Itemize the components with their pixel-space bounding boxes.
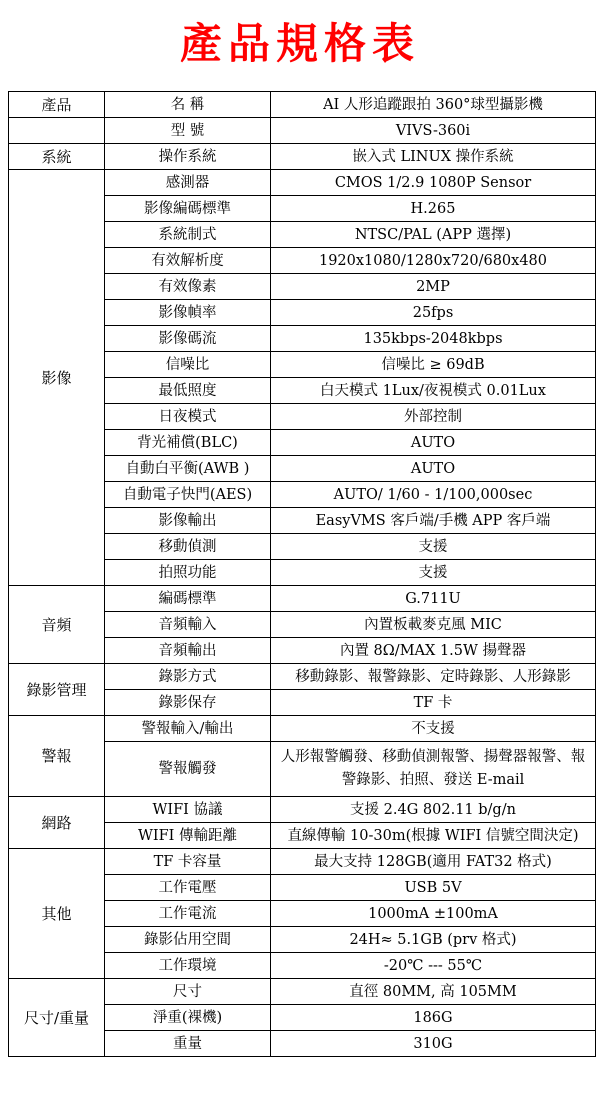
table-row bbox=[9, 716, 596, 742]
spec-label: 影像幀率 bbox=[105, 300, 271, 326]
table-row bbox=[9, 586, 596, 612]
spec-label: 自動白平衡(AWB ) bbox=[105, 456, 271, 482]
table-row bbox=[9, 979, 596, 1005]
spec-label: 工作電流 bbox=[105, 901, 271, 927]
spec-value: -20℃ --- 55℃ bbox=[271, 953, 596, 979]
category-cell: 錄影管理 bbox=[9, 664, 105, 716]
spec-label: 影像編碼標準 bbox=[105, 196, 271, 222]
spec-value: 24H≈ 5.1GB (prv 格式) bbox=[271, 927, 596, 953]
spec-value: AUTO bbox=[271, 456, 596, 482]
spec-value: 135kbps-2048kbps bbox=[271, 326, 596, 352]
spec-table bbox=[8, 91, 596, 1057]
table-row bbox=[9, 797, 596, 823]
spec-value: 支援 2.4G 802.11 b/g/n bbox=[271, 797, 596, 823]
spec-label: 自動電子快門(AES) bbox=[105, 482, 271, 508]
category-cell bbox=[9, 118, 105, 144]
spec-value: 內置板載麥克風 MIC bbox=[271, 612, 596, 638]
spec-label: 操作系統 bbox=[105, 144, 271, 170]
spec-label: 警報觸發 bbox=[105, 742, 271, 797]
spec-value: 支援 bbox=[271, 534, 596, 560]
spec-value: TF 卡 bbox=[271, 690, 596, 716]
spec-value: 不支援 bbox=[271, 716, 596, 742]
table-row bbox=[9, 664, 596, 690]
table-row bbox=[9, 92, 596, 118]
spec-label: 錄影方式 bbox=[105, 664, 271, 690]
spec-label: 工作環境 bbox=[105, 953, 271, 979]
spec-label: 有效解析度 bbox=[105, 248, 271, 274]
spec-label: 錄影佔用空間 bbox=[105, 927, 271, 953]
spec-label: 信噪比 bbox=[105, 352, 271, 378]
spec-label: WIFI 協議 bbox=[105, 797, 271, 823]
spec-label: 日夜模式 bbox=[105, 404, 271, 430]
page-title: 產品規格表 bbox=[179, 19, 420, 68]
spec-value: AUTO bbox=[271, 430, 596, 456]
spec-value: 直線傳輸 10-30m(根據 WIFI 信號空間決定) bbox=[271, 823, 596, 849]
spec-label: WIFI 傳輸距離 bbox=[105, 823, 271, 849]
spec-value: G.711U bbox=[271, 586, 596, 612]
category-cell: 影像 bbox=[9, 170, 105, 586]
spec-label: 移動偵測 bbox=[105, 534, 271, 560]
category-cell: 警報 bbox=[9, 716, 105, 797]
spec-value: 人形報警觸發、移動偵測報警、揚聲器報警、報警錄影、拍照、發送 E-mail bbox=[271, 742, 596, 797]
spec-label: 有效像素 bbox=[105, 274, 271, 300]
table-row bbox=[9, 144, 596, 170]
spec-value: VIVS-360i bbox=[271, 118, 596, 144]
spec-label: 編碼標準 bbox=[105, 586, 271, 612]
spec-label: 背光補償(BLC) bbox=[105, 430, 271, 456]
spec-value: 支援 bbox=[271, 560, 596, 586]
spec-value: NTSC/PAL (APP 選擇) bbox=[271, 222, 596, 248]
table-row bbox=[9, 849, 596, 875]
spec-label: 影像碼流 bbox=[105, 326, 271, 352]
spec-label: TF 卡容量 bbox=[105, 849, 271, 875]
spec-label: 感測器 bbox=[105, 170, 271, 196]
category-cell: 產品 bbox=[9, 92, 105, 118]
spec-value: EasyVMS 客戶端/手機 APP 客戶端 bbox=[271, 508, 596, 534]
spec-value: CMOS 1/2.9 1080P Sensor bbox=[271, 170, 596, 196]
spec-value: 直徑 80MM, 高 105MM bbox=[271, 979, 596, 1005]
spec-value: 1000mA ±100mA bbox=[271, 901, 596, 927]
spec-value: 外部控制 bbox=[271, 404, 596, 430]
spec-label: 警報輸入/輸出 bbox=[105, 716, 271, 742]
category-cell: 尺寸/重量 bbox=[9, 979, 105, 1057]
spec-value: USB 5V bbox=[271, 875, 596, 901]
category-cell: 系統 bbox=[9, 144, 105, 170]
spec-label: 尺寸 bbox=[105, 979, 271, 1005]
category-cell: 其他 bbox=[9, 849, 105, 979]
spec-label: 音頻輸入 bbox=[105, 612, 271, 638]
category-cell: 音頻 bbox=[9, 586, 105, 664]
spec-label: 名 稱 bbox=[105, 92, 271, 118]
spec-value: 移動錄影、報警錄影、定時錄影、人形錄影 bbox=[271, 664, 596, 690]
category-cell: 網路 bbox=[9, 797, 105, 849]
spec-label: 工作電壓 bbox=[105, 875, 271, 901]
table-row bbox=[9, 170, 596, 196]
spec-value: 嵌入式 LINUX 操作系統 bbox=[271, 144, 596, 170]
table-row bbox=[9, 118, 596, 144]
spec-value: 186G bbox=[271, 1005, 596, 1031]
spec-value: 內置 8Ω/MAX 1.5W 揚聲器 bbox=[271, 638, 596, 664]
spec-value: H.265 bbox=[271, 196, 596, 222]
spec-value: 信噪比 ≥ 69dB bbox=[271, 352, 596, 378]
spec-value: 1920x1080/1280x720/680x480 bbox=[271, 248, 596, 274]
spec-label: 錄影保存 bbox=[105, 690, 271, 716]
spec-value: AUTO/ 1/60 - 1/100,000sec bbox=[271, 482, 596, 508]
spec-value: AI 人形追蹤跟拍 360°球型攝影機 bbox=[271, 92, 596, 118]
spec-label: 型 號 bbox=[105, 118, 271, 144]
spec-label: 影像輸出 bbox=[105, 508, 271, 534]
spec-value: 最大支持 128GB(適用 FAT32 格式) bbox=[271, 849, 596, 875]
spec-label: 音頻輸出 bbox=[105, 638, 271, 664]
spec-label: 拍照功能 bbox=[105, 560, 271, 586]
spec-label: 系統制式 bbox=[105, 222, 271, 248]
spec-label: 淨重(裸機) bbox=[105, 1005, 271, 1031]
spec-value: 25fps bbox=[271, 300, 596, 326]
spec-value: 白天模式 1Lux/夜視模式 0.01Lux bbox=[271, 378, 596, 404]
spec-label: 最低照度 bbox=[105, 378, 271, 404]
spec-label: 重量 bbox=[105, 1031, 271, 1057]
spec-value: 2MP bbox=[271, 274, 596, 300]
spec-value: 310G bbox=[271, 1031, 596, 1057]
